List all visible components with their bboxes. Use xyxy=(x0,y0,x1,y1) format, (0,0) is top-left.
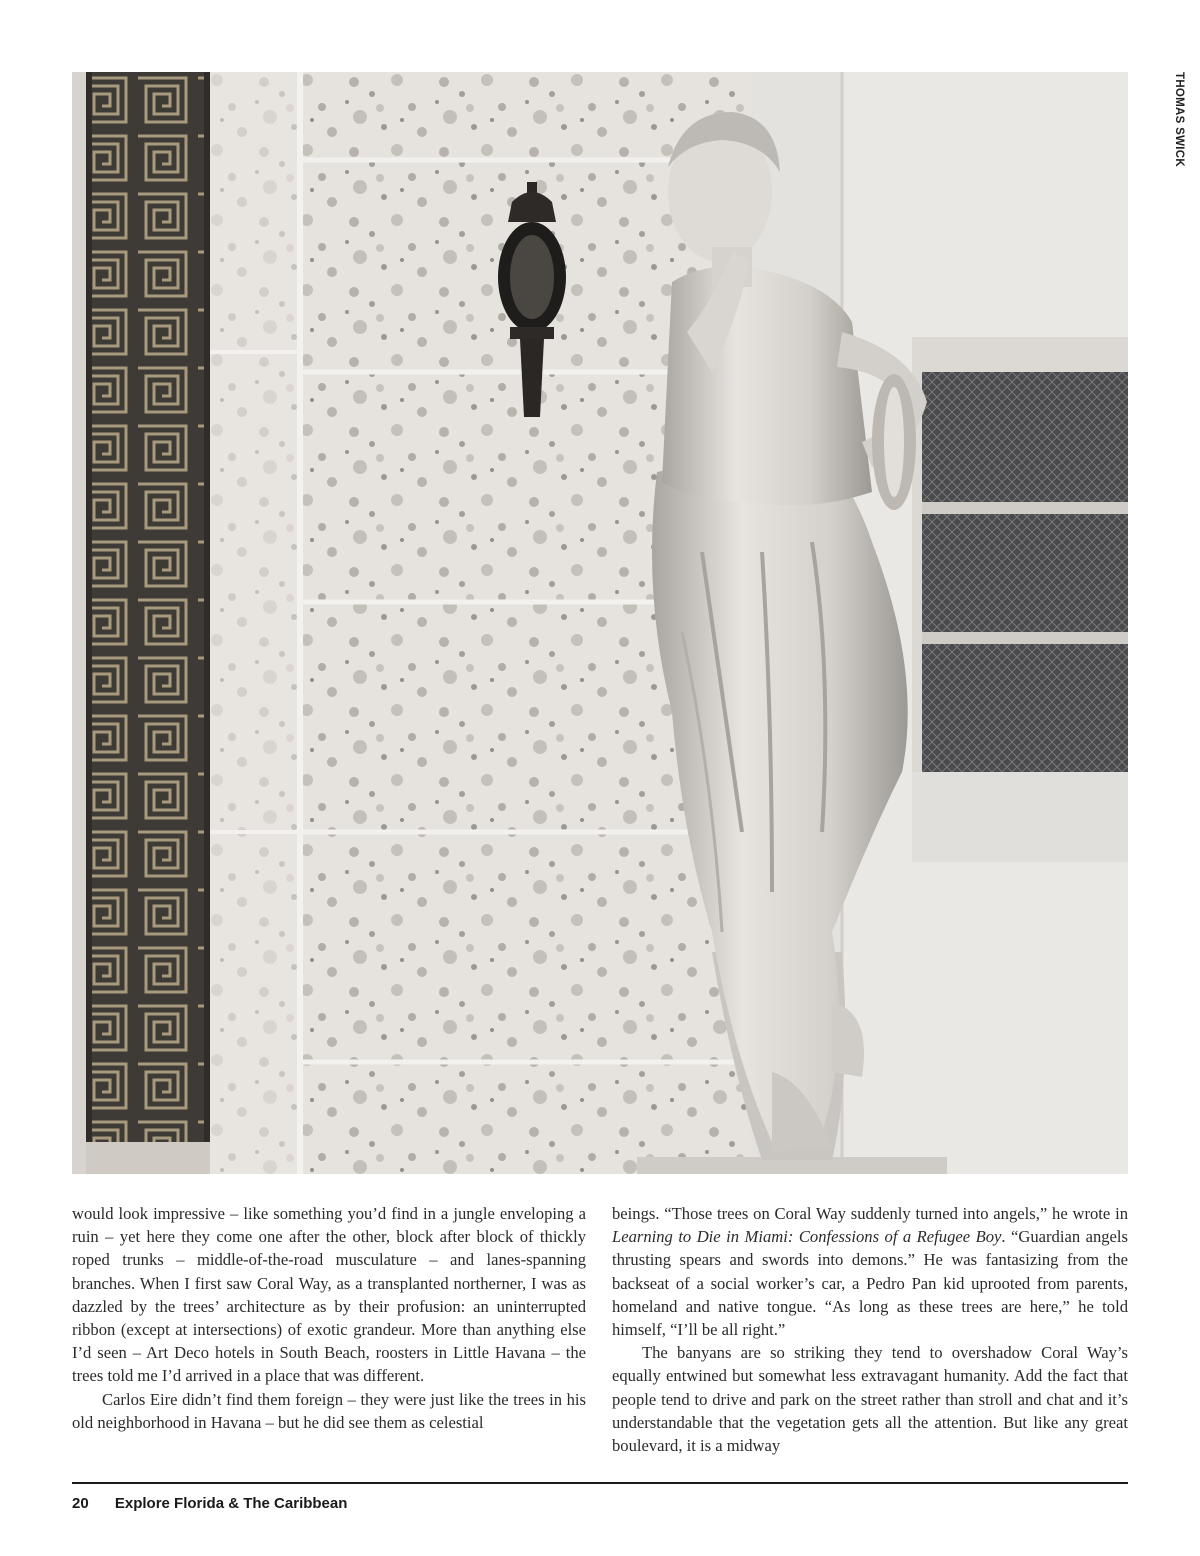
page-number: 20 xyxy=(72,1495,89,1512)
article-column-right xyxy=(612,1202,1128,1457)
text-run: – and lanes-spanning branches. When I first saw Coral Way, as a transplanted northerner, I was as dazzled by the trees’ architecture as by their profusion: an uninterrupted ribbon (except at intersections) of exotic grandeur. More than anything else I’d seen – Art Deco hotels in South Beach, roosters in Little Havana – the trees told me I’d arrived in a place that was different. xyxy=(72,1250,587,1386)
paragraph: The banyans are so striking they tend to overshadow Coral Way’s equally entwined but somewhat less extravagant humanity. Add the fact that people tend to drive and park on the street rather than stroll and chat and it’s understandable that the vegetation gets all the attention. But like any great boulevard, it is a midway xyxy=(612,1343,1128,1456)
book-title: Learning to Die in Miami: Confessions of a Refugee Boy xyxy=(612,1227,1002,1247)
text-run: “Guardian angels thrusting spears and swords into demons.” He was fantasizing from the backseat of a social worker’s car, a Pedro Pan kid uprooted from parents, homeland and native tongue. “As long as these trees are here,” he told himself, “I’ll be all right.” xyxy=(612,1227,1128,1340)
paragraph xyxy=(612,1202,1128,1341)
footer-rule xyxy=(72,1482,1128,1484)
paragraph: Carlos Eire didn’t find them foreign – they were just like the trees in his old neighborhood in Havana – but he did see them as celestial xyxy=(72,1389,586,1432)
page-footer xyxy=(72,1495,347,1512)
publication-name: Explore Florida & The Caribbean xyxy=(114,1495,348,1512)
text-run: . xyxy=(1001,1227,1006,1247)
article-column-left xyxy=(72,1202,586,1434)
greek-key-panel xyxy=(86,72,210,1174)
photo-credit: THOMAS SWICK xyxy=(1173,72,1185,167)
text-line: would look impressive – like something you’d find in a jungle xyxy=(72,1204,495,1223)
mesh-window xyxy=(912,337,1128,862)
text-run: beings. “Those trees on Coral Way suddenly turned into angels,” he wrote in xyxy=(612,1204,1128,1223)
text-line: enveloping a ruin – yet here they come one after the other, block after block of thickly roped trunks – middle-of-the-road musculature xyxy=(72,1204,586,1270)
article-photo xyxy=(72,72,1128,1174)
paragraph xyxy=(72,1202,586,1388)
